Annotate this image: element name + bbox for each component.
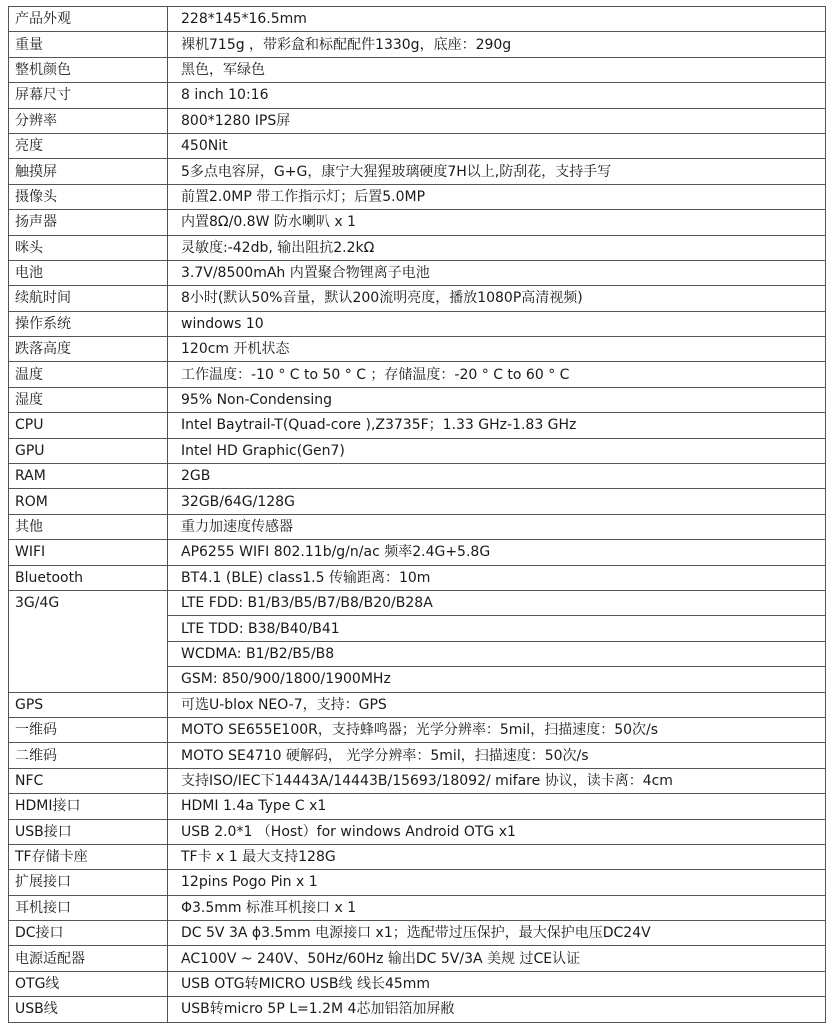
spec-row [9, 565, 826, 590]
spec-label: 触摸屏 [9, 159, 168, 184]
spec-row [9, 235, 826, 260]
spec-value: USB OTG转MICRO USB线 线长45mm [168, 971, 826, 996]
spec-label: 温度 [9, 362, 168, 387]
spec-value: Intel Baytrail-T(Quad-core ),Z3735F；1.33 GHz-1.83 GHz [168, 413, 826, 438]
spec-value: WCDMA: B1/B2/B5/B8 [168, 641, 826, 666]
spec-row [9, 57, 826, 82]
spec-value: 8 inch 10:16 [168, 83, 826, 108]
spec-row [9, 768, 826, 793]
spec-value: windows 10 [168, 311, 826, 336]
spec-value: 800*1280 IPS屏 [168, 108, 826, 133]
spec-value: 3.7V/8500mAh 内置聚合物锂离子电池 [168, 260, 826, 285]
spec-label: 跌落高度 [9, 337, 168, 362]
spec-label: 摄像头 [9, 184, 168, 209]
spec-value: TF卡 x 1 最大支持128G [168, 844, 826, 869]
spec-value: MOTO SE655E100R，支持蜂鸣器；光学分辨率：5mil，扫描速度：50次/s [168, 717, 826, 742]
spec-row [9, 997, 826, 1022]
spec-row [9, 717, 826, 742]
spec-value: Intel HD Graphic(Gen7) [168, 438, 826, 463]
spec-row [9, 108, 826, 133]
spec-value: 黑色，军绿色 [168, 57, 826, 82]
spec-row [9, 133, 826, 158]
spec-label: 亮度 [9, 133, 168, 158]
spec-label: DC接口 [9, 921, 168, 946]
spec-value: BT4.1 (BLE) class1.5 传输距离：10m [168, 565, 826, 590]
spec-value: 支持ISO/IEC下14443A/14443B/15693/18092/ mifare 协议，读卡离：4cm [168, 768, 826, 793]
spec-row [9, 870, 826, 895]
spec-row [9, 286, 826, 311]
spec-row [9, 921, 826, 946]
spec-row [9, 590, 826, 615]
spec-row [9, 819, 826, 844]
spec-label: 屏幕尺寸 [9, 83, 168, 108]
spec-label: 产品外观 [9, 7, 168, 32]
spec-value: LTE FDD: B1/B3/B5/B7/B8/B20/B28A [168, 590, 826, 615]
spec-value: 120cm 开机状态 [168, 337, 826, 362]
spec-value: AP6255 WIFI 802.11b/g/n/ac 频率2.4G+5.8G [168, 540, 826, 565]
spec-table [8, 6, 826, 1023]
spec-row [9, 540, 826, 565]
spec-label: 咪头 [9, 235, 168, 260]
spec-value: 450Nit [168, 133, 826, 158]
spec-row [9, 159, 826, 184]
spec-value: HDMI 1.4a Type C x1 [168, 794, 826, 819]
spec-row [9, 362, 826, 387]
spec-label: CPU [9, 413, 168, 438]
spec-row [9, 794, 826, 819]
spec-row [9, 210, 826, 235]
spec-row [9, 413, 826, 438]
spec-value: 32GB/64G/128G [168, 489, 826, 514]
spec-row [9, 7, 826, 32]
spec-table-body [9, 7, 826, 1023]
spec-label: 电源适配器 [9, 946, 168, 971]
spec-label: 其他 [9, 514, 168, 539]
spec-row [9, 971, 826, 996]
spec-value: 95% Non-Condensing [168, 387, 826, 412]
spec-label: 整机颜色 [9, 57, 168, 82]
spec-value: 内置8Ω/0.8W 防水喇叭 x 1 [168, 210, 826, 235]
spec-row [9, 387, 826, 412]
spec-row [9, 844, 826, 869]
spec-label: TF存储卡座 [9, 844, 168, 869]
spec-row [9, 32, 826, 57]
spec-label: GPU [9, 438, 168, 463]
spec-value: DC 5V 3A ϕ3.5mm 电源接口 x1；选配带过压保护，最大保护电压DC24V [168, 921, 826, 946]
spec-value: Φ3.5mm 标准耳机接口 x 1 [168, 895, 826, 920]
spec-label: 二维码 [9, 743, 168, 768]
spec-row [9, 946, 826, 971]
spec-value: USB 2.0*1 （Host）for windows Android OTG x1 [168, 819, 826, 844]
spec-label: OTG线 [9, 971, 168, 996]
spec-label: HDMI接口 [9, 794, 168, 819]
spec-label: 扩展接口 [9, 870, 168, 895]
spec-label: 耳机接口 [9, 895, 168, 920]
spec-row [9, 438, 826, 463]
spec-label: 一维码 [9, 717, 168, 742]
spec-value: 5多点电容屏，G+G，康宁大猩猩玻璃硬度7H以上,防刮花，支持手写 [168, 159, 826, 184]
spec-row [9, 743, 826, 768]
spec-label: RAM [9, 464, 168, 489]
spec-value: 228*145*16.5mm [168, 7, 826, 32]
spec-label: 电池 [9, 260, 168, 285]
spec-label: 分辨率 [9, 108, 168, 133]
spec-row [9, 514, 826, 539]
spec-row [9, 83, 826, 108]
spec-value: 灵敏度:-42db, 输出阻抗2.2kΩ [168, 235, 826, 260]
spec-label: 重量 [9, 32, 168, 57]
spec-label: Bluetooth [9, 565, 168, 590]
spec-value: 工作温度：-10 ° C to 50 ° C ；存储温度：-20 ° C to 60 ° C [168, 362, 826, 387]
spec-row [9, 692, 826, 717]
spec-row [9, 464, 826, 489]
spec-row [9, 260, 826, 285]
spec-value: USB转micro 5P L=1.2M 4芯加铝箔加屏敝 [168, 997, 826, 1022]
spec-value: 12pins Pogo Pin x 1 [168, 870, 826, 895]
spec-label: NFC [9, 768, 168, 793]
spec-label: 操作系统 [9, 311, 168, 336]
spec-label: 扬声器 [9, 210, 168, 235]
spec-label: ROM [9, 489, 168, 514]
spec-value: 可选U-blox NEO-7，支持：GPS [168, 692, 826, 717]
spec-label: USB线 [9, 997, 168, 1022]
spec-value: 前置2.0MP 带工作指示灯；后置5.0MP [168, 184, 826, 209]
spec-label: WIFI [9, 540, 168, 565]
spec-label: 3G/4G [9, 590, 168, 692]
spec-value: MOTO SE4710 硬解码， 光学分辨率：5mil，扫描速度：50次/s [168, 743, 826, 768]
spec-label: USB接口 [9, 819, 168, 844]
spec-row [9, 895, 826, 920]
spec-value: GSM: 850/900/1800/1900MHz [168, 667, 826, 692]
spec-value: 重力加速度传感器 [168, 514, 826, 539]
spec-value: LTE TDD: B38/B40/B41 [168, 616, 826, 641]
spec-row [9, 311, 826, 336]
spec-row [9, 337, 826, 362]
spec-value: AC100V ~ 240V、50Hz/60Hz 输出DC 5V/3A 美规 过CE认证 [168, 946, 826, 971]
spec-label: 续航时间 [9, 286, 168, 311]
spec-row [9, 184, 826, 209]
spec-value: 8小时(默认50%音量，默认200流明亮度，播放1080P高清视频) [168, 286, 826, 311]
spec-value: 裸机715g ，带彩盒和标配配件1330g，底座：290g [168, 32, 826, 57]
spec-label: 湿度 [9, 387, 168, 412]
spec-row [9, 489, 826, 514]
spec-label: GPS [9, 692, 168, 717]
spec-value: 2GB [168, 464, 826, 489]
